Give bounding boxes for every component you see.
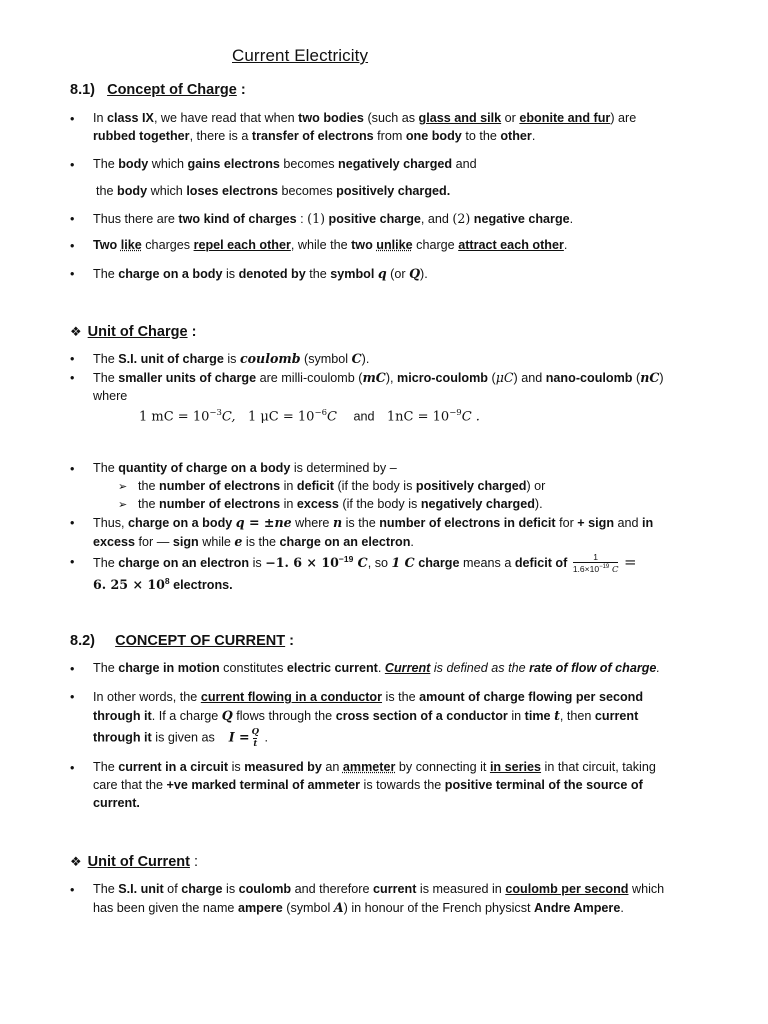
text: ampere [237, 900, 283, 915]
text: quantity of charge on a body [118, 461, 291, 475]
text: Thus, [93, 516, 128, 530]
text: current in a circuit [118, 760, 229, 774]
text: The [93, 461, 119, 475]
equation-nc: 1nC = 10 [386, 409, 450, 425]
text: in that circuit, taking [541, 760, 656, 774]
text: glass and silk [418, 111, 502, 125]
paragraph-gain-electrons [93, 156, 718, 174]
text: The [93, 371, 119, 385]
text: 1 C [391, 555, 415, 570]
bullet-icon: • [70, 212, 75, 226]
equation-mc: 1 mC = 10 [139, 409, 210, 425]
text: . [261, 730, 268, 745]
text: two bodies [298, 111, 364, 125]
text: coulomb [238, 882, 292, 896]
paragraph-current-definition [93, 688, 718, 748]
text: is [222, 267, 239, 281]
arrow-bullet-icon: ➢ [118, 499, 128, 511]
text: in [280, 479, 297, 493]
text: charge [414, 556, 460, 570]
text: (symbol [282, 900, 334, 915]
text: S.I. unit of charge [118, 352, 224, 366]
text: excess [296, 497, 339, 511]
text: in [280, 497, 297, 511]
text: excess [93, 534, 136, 549]
text: transfer of electrons [251, 128, 374, 143]
text: the [138, 479, 160, 493]
text: the [305, 267, 331, 281]
unit-equations [139, 407, 480, 427]
text: , so [367, 556, 392, 570]
text: an [321, 760, 343, 774]
section-title: CONCEPT OF CURRENT [115, 633, 286, 649]
denominator [573, 562, 619, 574]
text: is [222, 882, 239, 896]
text: charge on a body [128, 516, 236, 530]
text: (such as [363, 111, 419, 125]
unit: C . [461, 409, 480, 425]
text: number of electrons [159, 497, 281, 511]
exponent: −6 [314, 408, 327, 418]
bullet-icon: • [70, 516, 75, 530]
bullet-icon: • [70, 352, 75, 366]
section-number: 8.1) [70, 82, 95, 98]
arrow-bullet-icon: ➢ [118, 481, 128, 493]
text: to the [461, 128, 501, 143]
paragraph-quantity-charge [93, 460, 718, 478]
text: constitutes [219, 661, 287, 675]
text: 1.6×10 [572, 564, 600, 575]
exponent: 8 [164, 575, 170, 586]
text: ), [385, 371, 398, 385]
text: charge [412, 238, 459, 252]
text: t [554, 707, 560, 723]
text: from [373, 128, 406, 143]
section-title: Unit of Current [87, 854, 190, 870]
text: is measured in [416, 882, 506, 896]
text: positively charged [415, 479, 527, 493]
text: gains electrons [187, 157, 280, 171]
colon: : [187, 324, 197, 340]
text: sign [172, 534, 199, 549]
bullet-icon: • [70, 371, 75, 385]
text: body [118, 157, 149, 171]
text: current [594, 708, 639, 723]
text: electrons. [169, 577, 233, 592]
text: , and [420, 212, 453, 226]
text: becomes [278, 184, 337, 198]
diamond-bullet-icon: ❖ [70, 854, 82, 869]
text: ) are [610, 111, 637, 125]
text: . [377, 661, 385, 675]
exponent: −19 [338, 553, 354, 564]
formula: q = ±ne [235, 515, 292, 530]
text: attract each other [458, 238, 564, 252]
text: rubbed together [93, 128, 190, 143]
text: . [531, 128, 536, 143]
text: , we have read that when [153, 111, 299, 125]
text: . [563, 238, 568, 252]
text: Andre Ampere [534, 900, 621, 915]
bullet-icon: • [70, 112, 75, 126]
text: through it [93, 708, 152, 723]
text: are milli-coulomb ( [256, 371, 363, 385]
text: loses electrons [186, 184, 279, 198]
text: by connecting it [395, 760, 490, 774]
section-title: Concept of Charge [107, 82, 237, 98]
text: . [410, 534, 414, 549]
text: , then [559, 708, 595, 723]
text: amount of charge flowing per second [419, 690, 644, 704]
text: mC [362, 370, 386, 385]
text: rate of flow of charge [529, 661, 657, 675]
text: of [163, 882, 182, 896]
text: is given as [151, 730, 215, 745]
text: Q [221, 707, 233, 723]
paragraph-smaller-units [93, 369, 718, 406]
unit: C [353, 555, 368, 570]
text: 6. 25 × 10 [93, 576, 165, 592]
text: in series [489, 760, 542, 774]
text: positively charged. [336, 184, 451, 198]
text: A [333, 899, 344, 915]
text: which [628, 882, 665, 896]
text: charge on an electron [279, 534, 411, 549]
text: micro-coulomb [397, 371, 488, 385]
text: the [96, 184, 118, 198]
text: which [147, 184, 187, 198]
text: is towards the [360, 777, 445, 792]
text: number of electrons in deficit [379, 516, 556, 530]
text: in [507, 708, 525, 723]
text: and [452, 157, 477, 171]
numerator: 1 [593, 551, 598, 562]
paragraph-q-equals-ne [93, 514, 718, 552]
text: ebonite and fur [519, 111, 611, 125]
text: The [93, 556, 119, 570]
bullet-icon: • [70, 462, 75, 476]
text: , while the [290, 238, 352, 252]
text: . [569, 212, 574, 226]
text: nano-coulomb [545, 371, 633, 385]
text: and therefore [291, 882, 374, 896]
text: is [228, 760, 245, 774]
exponent: −19 [599, 564, 610, 571]
paragraph-charge-transfer [93, 110, 718, 146]
sub-item-deficit [118, 478, 545, 496]
text: ammeter [342, 760, 396, 774]
text: ( [632, 371, 641, 385]
text: μC [495, 370, 514, 385]
text: deficit of [514, 556, 568, 570]
text: is [223, 352, 240, 366]
paragraph-electron-charge [93, 550, 718, 595]
text: Two [93, 238, 121, 252]
unit: C [609, 565, 619, 576]
section-heading-8-2 [70, 631, 294, 652]
text: The [93, 661, 119, 675]
bullet-icon: • [70, 883, 75, 897]
text: or [501, 111, 520, 125]
text: number of electrons [159, 479, 281, 493]
text: positive charge [325, 212, 421, 226]
text: charge in motion [118, 661, 220, 675]
text: ) or [526, 479, 546, 493]
unit: C [326, 409, 337, 425]
text: The [93, 882, 119, 896]
text: C [351, 351, 362, 366]
text: (1) [307, 211, 326, 226]
text: where [291, 516, 333, 530]
colon: : [189, 854, 199, 870]
text: current flowing in a conductor [200, 690, 383, 704]
section-number: 8.2) [70, 633, 95, 649]
text: current. [93, 795, 140, 810]
text: +ve marked terminal of ammeter [166, 777, 361, 792]
formula: I = [228, 729, 250, 745]
text: nC [640, 370, 660, 385]
text: means a [459, 556, 515, 570]
colon: : [285, 633, 294, 649]
text: and [614, 516, 643, 530]
exponent: −3 [209, 408, 222, 418]
text: negatively charged [420, 497, 535, 511]
text: S.I. unit [118, 882, 164, 896]
text: cross section of a conductor [335, 708, 508, 723]
text: for — [135, 534, 173, 549]
page-title: Current Electricity [232, 46, 369, 65]
text: , there is a [189, 128, 252, 143]
text: in [642, 516, 654, 530]
bullet-icon: • [70, 555, 75, 569]
equals-sign: = [623, 553, 637, 571]
text: : [296, 212, 308, 226]
text: flows through the [232, 708, 336, 723]
text: current [373, 882, 417, 896]
numerator: Q [251, 727, 259, 738]
text: The [93, 267, 119, 281]
text: + sign [577, 516, 615, 530]
exponent: −9 [449, 408, 462, 418]
text: is determined by – [290, 461, 397, 475]
text: repel each other [193, 238, 291, 252]
text: charges [141, 238, 194, 252]
text: . [620, 900, 624, 915]
text: is [249, 556, 266, 570]
text: body [117, 184, 148, 198]
text: negatively charged [338, 157, 453, 171]
paragraph-charge-symbol [93, 265, 718, 284]
text: ) [659, 371, 664, 385]
bullet-icon: • [70, 158, 75, 172]
text: In [93, 111, 108, 125]
text: ). [420, 267, 428, 281]
text: . [656, 661, 660, 675]
text: for [555, 516, 578, 530]
text: symbol [330, 267, 375, 281]
text: The [93, 352, 119, 366]
section-heading-8-1 [70, 80, 246, 101]
colon: : [236, 82, 246, 98]
text: class IX [107, 111, 154, 125]
text: ). [534, 497, 543, 511]
text: −1. 6 × 10 [265, 555, 339, 570]
fraction [573, 553, 619, 575]
text: one body [405, 128, 462, 143]
paragraph-ammeter [93, 759, 718, 813]
text: (if the body is [333, 479, 416, 493]
section-heading-unit-of-charge [70, 322, 196, 343]
text: two kind of charges [178, 212, 297, 226]
text: The [93, 760, 119, 774]
text: coulomb per second [505, 882, 629, 896]
text: while [198, 534, 235, 549]
paragraph-like-unlike [93, 237, 718, 255]
text: where [93, 388, 128, 403]
equation-uc: 1 μC = 10 [247, 409, 315, 425]
text: is the [382, 690, 420, 704]
text: (or [386, 267, 410, 281]
text: deficit [296, 479, 334, 493]
text: positive terminal of the source of [444, 777, 643, 792]
text: two [351, 238, 377, 252]
text: time [524, 708, 555, 723]
section-heading-unit-of-current [70, 852, 198, 873]
paragraph-lose-electrons [96, 183, 721, 201]
text: ( [487, 371, 496, 385]
text: . If a charge [151, 708, 222, 723]
text: (2) [452, 211, 471, 226]
text: the [138, 497, 160, 511]
text: through it [93, 730, 152, 745]
text: care that the [93, 777, 167, 792]
paragraph-si-unit-charge [93, 350, 718, 369]
text: (symbol [300, 352, 352, 366]
text: has been given the name [93, 900, 238, 915]
fraction [252, 728, 259, 748]
text: negative charge [470, 212, 570, 226]
text: denoted by [238, 267, 306, 281]
text: is the [342, 516, 380, 530]
text: charge [181, 882, 223, 896]
paragraph-ampere [93, 881, 718, 918]
text: ). [361, 352, 370, 366]
denominator: t [253, 738, 258, 749]
bullet-icon: • [70, 761, 75, 775]
bullet-icon: • [70, 690, 75, 704]
text: measured by [244, 760, 322, 774]
text: is the [242, 534, 280, 549]
text: charge on a body [118, 267, 223, 281]
text: coulomb [239, 351, 301, 366]
unit: C, [221, 409, 236, 425]
bullet-icon: • [70, 239, 75, 253]
paragraph-two-kinds [93, 210, 718, 229]
paragraph-charge-in-motion [93, 660, 718, 678]
sub-item-excess [118, 496, 543, 514]
text: becomes [279, 157, 338, 171]
text: ) in honour of the French physicst [343, 900, 535, 915]
text: (if the body is [338, 497, 421, 511]
section-title: Unit of Charge [87, 324, 188, 340]
text: In other words, the [93, 690, 201, 704]
text: like [120, 238, 142, 252]
text: smaller units of charge [118, 371, 257, 385]
text: ) and [513, 371, 546, 385]
diamond-bullet-icon: ❖ [70, 324, 82, 339]
text: which [148, 157, 188, 171]
text: The [93, 157, 119, 171]
text: n [332, 515, 343, 530]
bullet-icon: • [70, 662, 75, 676]
text: electric current [286, 661, 378, 675]
text: unlike [376, 238, 413, 252]
text: is defined as the [430, 661, 530, 675]
text: q [377, 266, 387, 281]
text: Thus there are [93, 212, 179, 226]
text: charge on an electron [118, 556, 250, 570]
text: Current [384, 661, 431, 675]
text: Q [409, 266, 421, 281]
bullet-icon: • [70, 267, 75, 281]
text: and [353, 409, 375, 424]
text: e [234, 533, 243, 549]
text: other [500, 128, 532, 143]
